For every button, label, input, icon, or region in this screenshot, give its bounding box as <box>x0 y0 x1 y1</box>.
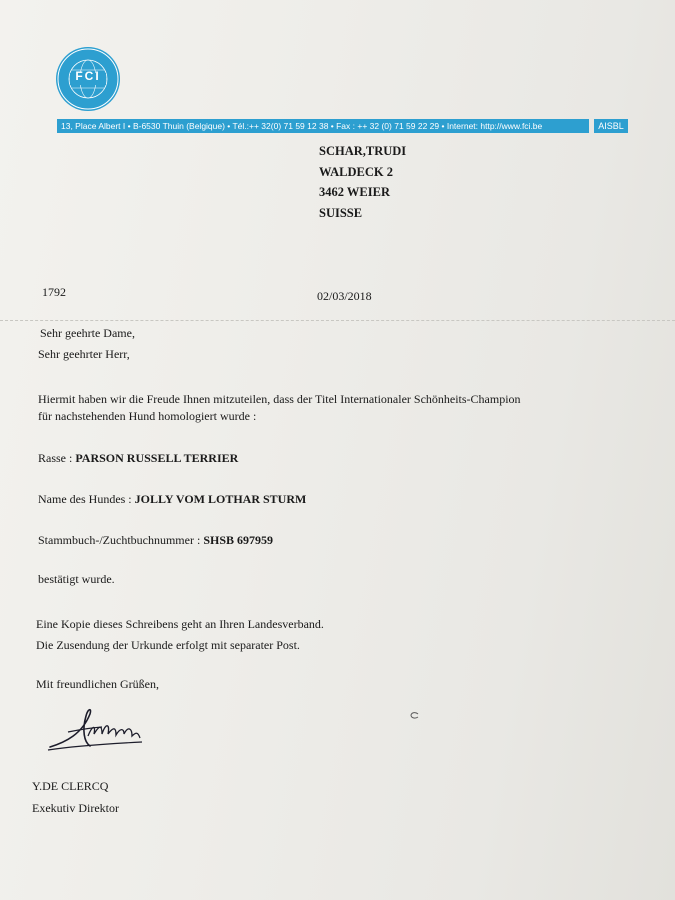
signatory-title: Exekutiv Direktor <box>32 801 119 815</box>
dog-name-row <box>38 492 306 506</box>
recipient-street: WALDECK 2 <box>319 165 393 179</box>
fold-line <box>0 320 675 321</box>
dog-name-label: Name des Hundes : <box>38 492 132 506</box>
intro-line-2: für nachstehenden Hund homologiert wurde : <box>38 409 257 423</box>
recipient-city: 3462 WEIER <box>319 185 390 199</box>
letterhead-contact-bar: 13, Place Albert I • B-6530 Thuin (Belgique) • Tél.:++ 32(0) 71 59 12 38 • Fax : ++ 32 (0) 71 59 22 29 • Internet: http://www.fci.be <box>57 119 589 133</box>
recipient-name: SCHAR,TRUDI <box>319 144 407 158</box>
breed-value: PARSON RUSSELL TERRIER <box>75 451 239 465</box>
note-line-2: Die Zusendung der Urkunde erfolgt mit separater Post. <box>36 638 300 652</box>
letter-date: 02/03/2018 <box>317 289 372 303</box>
aisbl-badge: AISBL <box>594 119 628 133</box>
recipient-country: SUISSE <box>319 206 363 220</box>
fci-logo <box>56 47 120 111</box>
breed-label: Rasse : <box>38 451 73 465</box>
signature-image <box>44 702 154 756</box>
intro-line-1: Hiermit haben wir die Freude Ihnen mitzuteilen, dass der Titel Internationaler Schönheits-Champion <box>38 392 521 406</box>
salutation-line-1: Sehr geehrte Dame, <box>40 326 135 340</box>
salutation-line-2: Sehr geehrter Herr, <box>38 347 130 361</box>
studbook-value: SHSB 697959 <box>203 533 273 547</box>
signatory-name: Y.DE CLERCQ <box>32 779 109 793</box>
logo-text: FCI <box>75 69 101 83</box>
breed-row <box>38 451 238 465</box>
note-line-1: Eine Kopie dieses Schreibens geht an Ihren Landesverband. <box>36 617 324 631</box>
closing-text: Mit freundlichen Grüßen, <box>36 677 159 691</box>
confirmation-text: bestätigt wurde. <box>38 572 115 586</box>
studbook-row <box>38 533 273 547</box>
dog-name-value: JOLLY VOM LOTHAR STURM <box>134 492 307 506</box>
studbook-label: Stammbuch-/Zuchtbuchnummer : <box>38 533 201 547</box>
reference-number: 1792 <box>42 285 66 299</box>
pen-mark-icon <box>409 711 421 721</box>
